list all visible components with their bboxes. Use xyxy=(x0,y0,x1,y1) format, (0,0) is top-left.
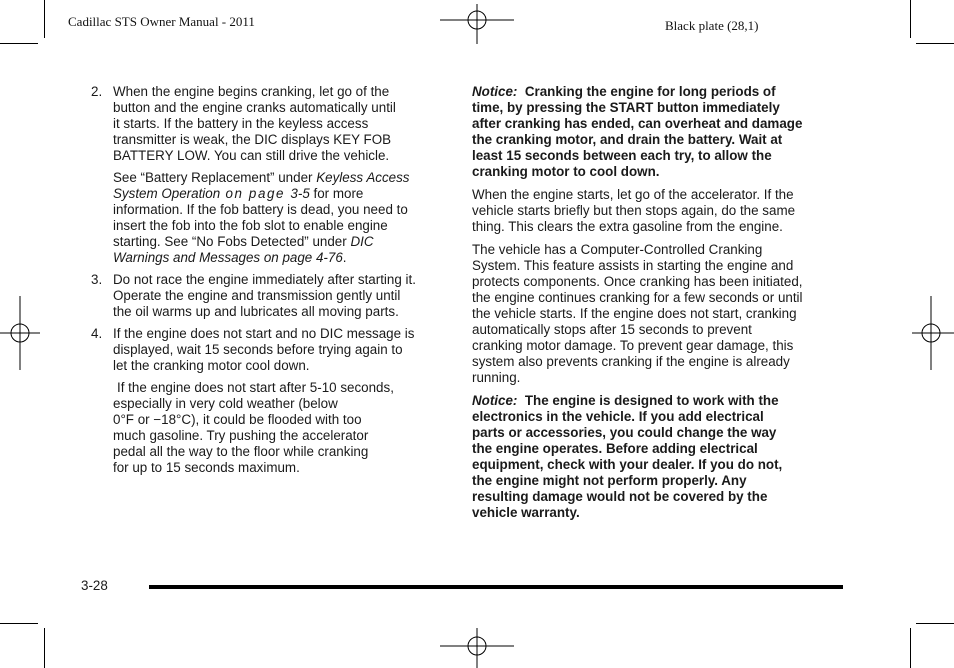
text-line: cranking motor to cool down. xyxy=(472,164,660,179)
text-line: Operate the engine and transmission gently until xyxy=(113,288,401,303)
text-span: . xyxy=(342,250,347,265)
text-line: the engine continues cranking for a few seconds or until xyxy=(472,290,803,305)
text-line: time, by pressing the START button immediately xyxy=(472,100,780,115)
text-span: for more xyxy=(309,186,364,201)
right-column xyxy=(472,84,842,521)
registration-mark-icon xyxy=(0,296,40,370)
text-line: it starts. If the battery in the keyless access xyxy=(113,116,369,131)
text-line xyxy=(472,393,842,409)
cross-reference-link[interactable]: Keyless Access xyxy=(316,170,410,185)
on-page-text: on page xyxy=(220,186,291,201)
text-line xyxy=(113,234,451,250)
text-line: after cranking has ended, can overheat and damage xyxy=(472,116,803,131)
text-line: information. If the fob battery is dead, you need to xyxy=(113,202,408,217)
list-item-3 xyxy=(91,272,451,320)
text-line: the vehicle starts. If the engine does not start, cranking xyxy=(472,306,797,321)
text-line: running. xyxy=(472,370,521,385)
text-line: protects components. Once cranking has been initiated, xyxy=(472,274,803,289)
paragraph xyxy=(472,187,842,235)
text-span: The engine is designed to work with the xyxy=(524,393,779,408)
text-line: much gasoline. Try pushing the accelerator xyxy=(113,428,369,443)
text-line: button and the engine cranks automatically until xyxy=(113,100,396,115)
registration-mark-icon xyxy=(440,628,514,668)
cold-weather-paragraph xyxy=(91,380,451,476)
plate-label: Black plate (28,1) xyxy=(665,18,759,33)
text-line xyxy=(472,84,842,100)
text-line xyxy=(113,186,451,202)
list-number: 2. xyxy=(91,84,103,99)
notice-label: Notice: xyxy=(472,393,518,408)
text-line: The vehicle has a Computer-Controlled Cranking xyxy=(472,242,763,257)
registration-mark-icon xyxy=(912,296,954,370)
text-line: If the engine does not start and no DIC message is xyxy=(113,326,415,341)
notice-block xyxy=(472,393,842,521)
text-line: thing. This clears the extra gasoline from the engine. xyxy=(472,219,783,234)
cross-reference-link[interactable]: Warnings and Messages on page 4-76 xyxy=(113,250,343,265)
cross-reference-link[interactable]: DIC xyxy=(350,234,374,249)
text-line: System. This feature assists in starting the engine and xyxy=(472,258,794,273)
text-line: for up to 15 seconds maximum. xyxy=(113,460,300,475)
crop-mark xyxy=(0,623,38,624)
notice-block xyxy=(472,84,842,180)
text-line xyxy=(113,170,451,186)
cross-reference-link[interactable]: System Operation xyxy=(113,186,221,201)
see-paragraph xyxy=(91,170,451,266)
footer-rule xyxy=(149,585,843,589)
left-column xyxy=(91,84,451,476)
text-line: vehicle warranty. xyxy=(472,505,580,520)
text-line: the engine operates. Before adding electrical xyxy=(472,441,758,456)
crop-mark xyxy=(44,0,45,38)
page-number: 3-28 xyxy=(81,578,108,593)
text-line: BATTERY LOW. You can still drive the vehicle. xyxy=(113,148,390,163)
list-item-4 xyxy=(91,326,451,374)
list-number: 3. xyxy=(91,272,103,287)
text-line: Do not race the engine immediately after starting it. xyxy=(113,272,416,287)
manual-title: Cadillac STS Owner Manual - 2011 xyxy=(68,14,255,29)
paragraph xyxy=(472,242,842,386)
text-span: starting. See “No Fobs Detected” under xyxy=(113,234,351,249)
crop-mark xyxy=(916,43,954,44)
list-number: 4. xyxy=(91,326,103,341)
crop-mark xyxy=(44,628,45,668)
text-line: resulting damage would not be covered by the xyxy=(472,489,768,504)
text-line: displayed, wait 15 seconds before trying again to xyxy=(113,342,403,357)
text-line: cranking motor damage. To prevent gear damage, this xyxy=(472,338,794,353)
text-line: the oil warms up and lubricates all moving parts. xyxy=(113,304,399,319)
text-line: parts or accessories, you could change the way xyxy=(472,425,777,440)
page-reference[interactable]: 3-5 xyxy=(290,186,310,201)
list-item-2 xyxy=(91,84,451,164)
text-span: See “Battery Replacement” under xyxy=(113,170,317,185)
crop-mark xyxy=(0,43,38,44)
text-line: equipment, check with your dealer. If you do not, xyxy=(472,457,783,472)
text-span: Cranking the engine for long periods of xyxy=(524,84,776,99)
text-line: let the cranking motor cool down. xyxy=(113,358,310,373)
text-line: insert the fob into the fob slot to enable engine xyxy=(113,218,388,233)
text-line: When the engine begins cranking, let go of the xyxy=(113,84,390,99)
crop-mark xyxy=(910,0,911,38)
text-line: electronics in the vehicle. If you add electrical xyxy=(472,409,764,424)
text-line: the engine might not perform properly. Any xyxy=(472,473,747,488)
text-line: If the engine does not start after 5-10 seconds, xyxy=(117,380,394,395)
text-line: pedal all the way to the floor while cranking xyxy=(113,444,369,459)
crop-mark xyxy=(910,628,911,668)
text-line xyxy=(113,250,451,266)
text-line: vehicle starts briefly but then stops again, do the same xyxy=(472,203,796,218)
crop-mark xyxy=(916,623,954,624)
text-line: especially in very cold weather (below xyxy=(113,396,338,411)
text-line: transmitter is weak, the DIC displays KEY FOB xyxy=(113,132,392,147)
text-line: least 15 seconds between each try, to allow the xyxy=(472,148,772,163)
text-line: automatically stops after 15 seconds to prevent xyxy=(472,322,752,337)
text-line: 0°F or −18°C), it could be flooded with too xyxy=(113,412,362,427)
text-line: system also prevents cranking if the engine is already xyxy=(472,354,790,369)
registration-mark-icon xyxy=(440,4,514,44)
text-line: When the engine starts, let go of the accelerator. If the xyxy=(472,187,794,202)
text-line: the cranking motor, and drain the battery. Wait at xyxy=(472,132,783,147)
notice-label: Notice: xyxy=(472,84,518,99)
